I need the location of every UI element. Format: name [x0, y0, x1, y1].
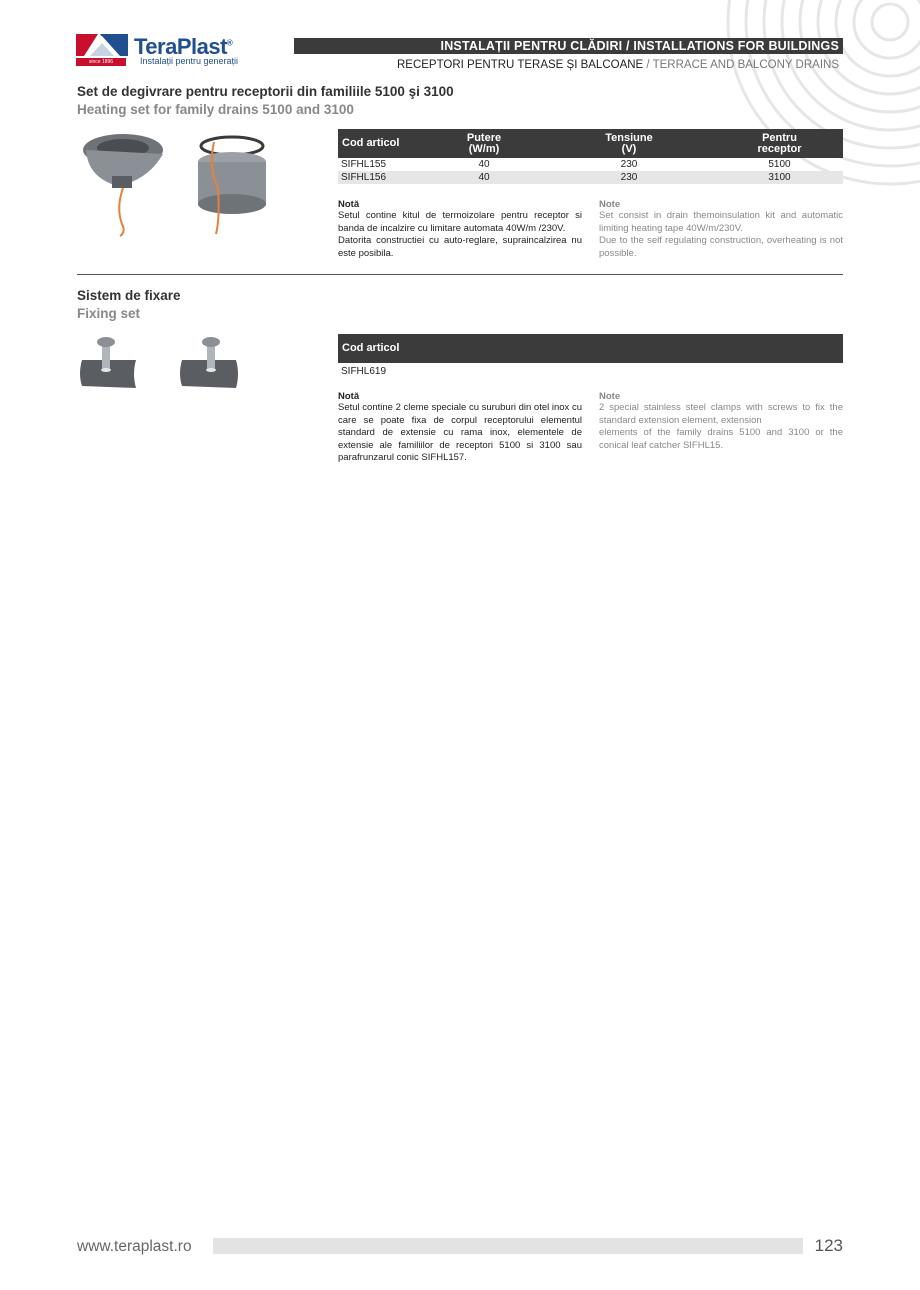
teraplast-logo — [76, 34, 246, 70]
table-cell: 40 — [478, 159, 490, 170]
section2-note-ro — [338, 391, 582, 465]
table-header-row — [338, 129, 843, 158]
subcategory-header: RECEPTORI PENTRU TERASE ȘI BALCOANE / TERRACE AND BALCONY DRAINS — [396, 59, 839, 71]
table-cell: SIFHL155 — [341, 159, 387, 170]
logo-tagline: Instalații pentru generații — [140, 56, 239, 66]
table-cell: 230 — [542, 171, 716, 184]
section1-note-ro — [338, 199, 582, 260]
table-cell: 230 — [620, 159, 638, 170]
table-cell: 40 — [426, 171, 542, 184]
table-cell: 5100 — [768, 159, 791, 170]
col-tensiune: Tensiune (V) — [542, 129, 716, 158]
footer-bar — [213, 1238, 803, 1254]
note-text: Due to the self regulating construction, overheating is not possible. — [599, 235, 843, 259]
table-cell: 3100 — [716, 171, 843, 184]
logo-since: since 1896 — [76, 58, 126, 66]
note-text: Datorita constructiei cu auto-reglare, supraincalzirea nu este posibila. — [338, 235, 582, 259]
footer-website-link[interactable]: www.teraplast.ro — [77, 1238, 192, 1255]
section-divider — [77, 274, 843, 275]
table-row — [338, 363, 843, 379]
note-text: Set consist in drain themoinsulation kit and automatic limiting heating tape 40W/m/230V. — [599, 210, 843, 234]
note-text: elements of the family drains 5100 and 3100 or the conical leaf catcher SIFHL15. — [599, 427, 843, 451]
page-number: 123 — [814, 1236, 843, 1255]
section2-title-en: Fixing set — [77, 306, 141, 321]
heating-set-table — [338, 129, 843, 184]
section2-note-en — [599, 391, 843, 452]
fixing-set-table — [338, 334, 843, 379]
table-header-row — [338, 334, 843, 363]
note-label: Notă — [338, 199, 360, 210]
section2-title-ro: Sistem de fixare — [77, 288, 181, 303]
fixing-clamps-product-image — [78, 334, 243, 390]
table-cell: SIFHL156 — [338, 171, 426, 184]
col-pentru-receptor: Pentru receptor — [716, 129, 843, 158]
note-text: Setul contine 2 cleme speciale cu suruburi din otel inox cu care se poate fixa de corpul receptorului elementul standard de extensie cu rama inox, elementele de extensie ale familiilor de receptori 5100 si 3100 sau parafrunzarul conic SIFHL157. — [338, 402, 582, 464]
logo-roof-icon — [76, 34, 128, 60]
note-label: Note — [599, 391, 621, 402]
section1-title-ro: Set de degivrare pentru receptorii din familiile 5100 şi 3100 — [77, 84, 454, 99]
category-header-bar: INSTALAȚII PENTRU CLĂDIRI / INSTALLATIONS FOR BUILDINGS — [294, 38, 843, 54]
section1-title-en: Heating set for family drains 5100 and 3100 — [77, 102, 354, 117]
section1-note-en — [599, 199, 843, 260]
col-putere: Putere (W/m) — [426, 129, 542, 158]
table-cell: SIFHL619 — [341, 365, 387, 377]
col-cod-articol: Cod articol — [338, 129, 426, 158]
note-text: 2 special stainless steel clamps with screws to fix the standard extension element, extension — [599, 402, 843, 426]
heating-set-product-image — [78, 128, 278, 238]
note-text: Setul contine kitul de termoizolare pentru receptor si banda de incalzire cu limitare automata 40W/m /230V. — [338, 210, 582, 234]
col-cod-articol: Cod articol — [338, 334, 843, 363]
note-label: Notă — [338, 391, 360, 402]
table-row — [338, 171, 843, 184]
table-row — [338, 158, 843, 171]
note-label: Note — [599, 199, 621, 210]
logo-wordmark: TeraPlast® — [134, 34, 233, 59]
